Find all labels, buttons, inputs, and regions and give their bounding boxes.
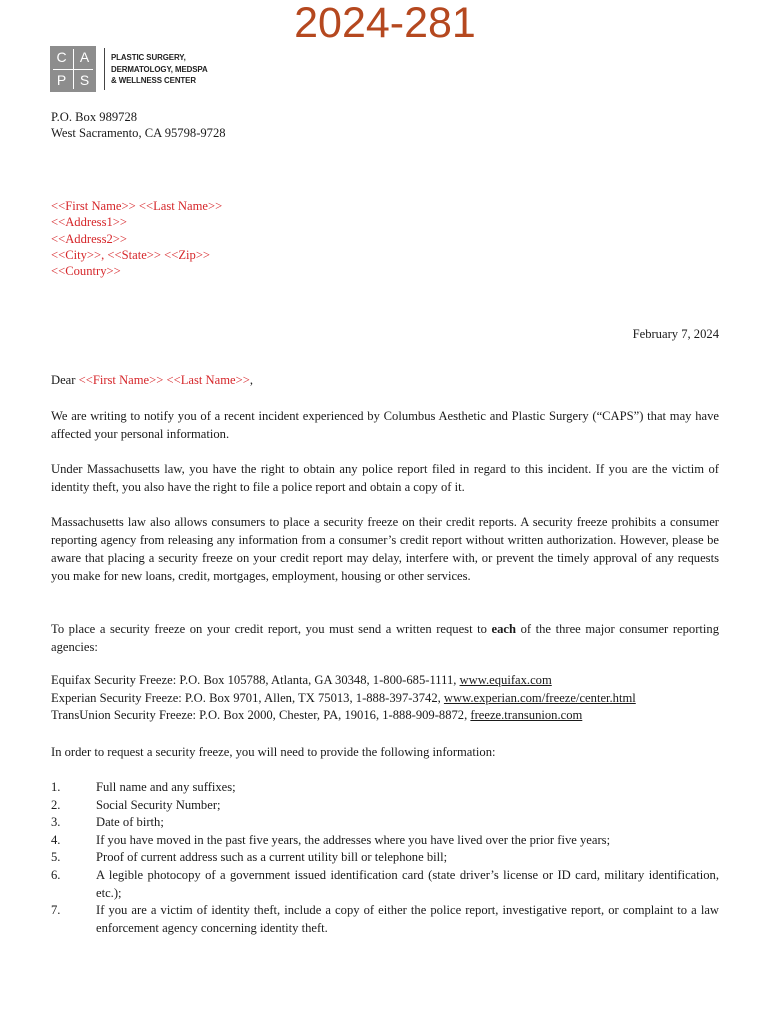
logo-wordmark — [111, 52, 212, 87]
recipient-address1-placeholder: <<Address1>> — [51, 215, 127, 230]
recipient-city-state-zip-placeholder: <<City>>, <<State>> <<Zip>> — [51, 247, 211, 262]
list-item-number: 1. — [51, 780, 61, 794]
logo-line: DERMATOLOGY, MEDSPA — [111, 63, 208, 74]
recipient-name-placeholder: <<First Name>> <<Last Name>> — [51, 199, 223, 213]
freeze-intro-before: To place a security freeze on your credit report, you must send a written request to — [51, 622, 492, 636]
list-item-number: 7. — [51, 903, 61, 918]
salutation-prefix: Dear — [51, 373, 79, 387]
logo-line: PLASTIC SURGERY, — [111, 52, 186, 62]
salutation-suffix: , — [249, 373, 253, 387]
sender-address-line: West Sacramento, CA 95798-9728 — [51, 126, 226, 141]
sender-address — [51, 109, 226, 142]
logo-letter-p: P — [56, 72, 67, 88]
agency-details: Equifax Security Freeze: P.O. Box 105788, Atlanta, GA 30348, 1-800-685-1111, — [51, 673, 460, 687]
logo-letter-s: S — [79, 72, 90, 88]
paragraph-incident-notice: We are writing to notify you of a recent incident experienced by Columbus Aesthetic and Plastic Surgery (“CAPS”) that may have affected your personal information. — [51, 409, 719, 441]
sender-address-line: P.O. Box 989728 — [51, 110, 138, 124]
logo-mark — [50, 46, 96, 92]
recipient-address — [51, 198, 222, 279]
recipient-country-placeholder: <<Country>> — [51, 264, 121, 279]
experian-link[interactable]: www.experian.com/freeze/center.html — [443, 690, 636, 705]
list-item-number: 2. — [51, 797, 61, 812]
logo-separator — [104, 48, 105, 90]
logo-letter-c: C — [56, 49, 67, 65]
list-item-number: 5. — [51, 850, 61, 865]
list-item-text: Proof of current address such as a current utility bill or telephone bill; — [96, 850, 448, 865]
agency-experian — [51, 690, 636, 708]
list-item — [51, 779, 719, 797]
list-item — [51, 902, 719, 937]
list-item-text: If you are a victim of identity theft, include a copy of either the police report, investigative report, or complaint to a law enforcement agency concerning identity theft. — [96, 903, 719, 935]
paragraph-freeze-instructions — [51, 620, 719, 656]
list-item — [51, 849, 719, 867]
list-item — [51, 832, 719, 850]
list-item-number: 3. — [51, 815, 61, 830]
agency-details: TransUnion Security Freeze: P.O. Box 2000, Chester, PA, 19016, 1-888-909-8872, — [51, 708, 471, 722]
salutation-name-placeholder: <<First Name>> <<Last Name>> — [78, 373, 250, 387]
caps-logo — [50, 46, 220, 92]
agency-details: Experian Security Freeze: P.O. Box 9701, Allen, TX 75013, 1-888-397-3742, — [51, 690, 444, 705]
salutation — [51, 371, 719, 389]
agency-transunion — [51, 707, 636, 725]
freeze-intro-after: of the three major consumer reporting agencies: — [51, 622, 719, 654]
transunion-link[interactable]: freeze.transunion.com — [470, 708, 583, 722]
requirements-intro: In order to request a security freeze, you will need to provide the following information: — [51, 745, 496, 759]
list-item-text: If you have moved in the past five years, the addresses where you have lived over the prior five years; — [96, 832, 611, 847]
recipient-address2-placeholder: <<Address2>> — [51, 231, 127, 246]
logo-letter-a: A — [79, 49, 90, 65]
logo-divider-horizontal — [53, 69, 93, 70]
paragraph-police-report: Under Massachusetts law, you have the right to obtain any police report filed in regard to this incident. If you are the victim of identity theft, you also have the right to file a police report and obtain a copy of it. — [51, 462, 719, 494]
requirements-list — [51, 779, 719, 937]
letter-date: February 7, 2024 — [632, 327, 719, 341]
list-item-text: Full name and any suffixes; — [96, 780, 236, 794]
list-item — [51, 797, 719, 815]
credit-agency-list — [51, 672, 636, 725]
freeze-intro-bold: each — [491, 622, 516, 636]
list-item-text: Social Security Number; — [96, 797, 221, 812]
list-item-text: A legible photocopy of a government issued identification card (state driver’s license or ID card, military identification, etc.); — [96, 867, 719, 900]
list-item-number: 6. — [51, 867, 61, 882]
list-item-text: Date of birth; — [96, 815, 164, 830]
list-item-number: 4. — [51, 832, 61, 847]
paragraph-security-freeze: Massachusetts law also allows consumers to place a security freeze on their credit reports. A security freeze prohibits a consumer reporting agency from releasing any information from a consumer’s credit report without written authorization. However, please be aware that placing a security freeze on your credit report may delay, interfere with, or prevent the timely approval of any requests you make for new loans, credit, mortgages, employment, housing or other services. — [51, 515, 719, 583]
document-number: 2024-281 — [294, 0, 476, 47]
list-item — [51, 867, 719, 902]
agency-equifax — [51, 672, 636, 690]
list-item — [51, 814, 719, 832]
logo-line: & WELLNESS CENTER — [111, 75, 196, 85]
equifax-link[interactable]: www.equifax.com — [459, 673, 552, 687]
